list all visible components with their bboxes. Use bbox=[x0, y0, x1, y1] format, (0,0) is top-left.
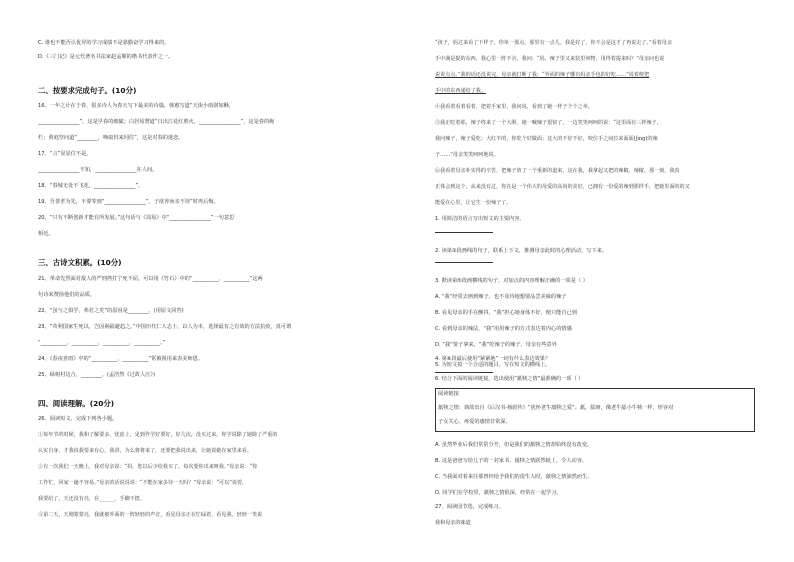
q21-line-2: 句诗来赞扬他们的品质。 bbox=[38, 292, 96, 298]
option-d-line: D.《三门记》是元代著名书法家赵孟頫的楷书代表作之一。 bbox=[38, 54, 174, 60]
section-3-title: 三、古诗文积累。(10分) bbox=[38, 258, 122, 267]
passage-r-line-5: ④我看着看着看着，把着手家里，我问说，看到了她一样子个个之举。 bbox=[435, 104, 593, 110]
answer-line-q4[interactable] bbox=[435, 372, 493, 373]
q3-option-c: C. 看到母亲的辣法，“我”用用辣子的方式表达着内心的情感 bbox=[435, 326, 572, 332]
passage-r-line-11: 能爱在心里，让它生一份辣子了。 bbox=[435, 200, 512, 206]
question-6: 6. 结合下面的阅读链接，选出使用“舐犊之情”最准确的一项（ ） bbox=[435, 376, 584, 382]
q6-option-d: D. 同学们在学校里，舐犊之情很深，经常在一起学习。 bbox=[435, 490, 562, 496]
q17-line-2: ________________不知，________________在人间。 bbox=[38, 167, 158, 173]
passage-para-1-line-2: 认实自身，才我说我要来有心，我讲，为么将将来了，还要把我说出来，让她说她在家里来看。 bbox=[38, 448, 252, 454]
q27-passage-title: 我和母亲的味道 bbox=[435, 520, 471, 526]
section-2-title: 二、按要求完成句子。(10分) bbox=[38, 86, 137, 95]
question-2: 2. 读第③段画线的句子，联系上下文，推测母亲此时的心理活动，写下来。 bbox=[435, 248, 608, 254]
passage-r-line-1: “孩子，妈过来看了下样子，你单一那点，那里有一点儿，我是好了，你不会是这才了再说走了。”看着母亲 bbox=[435, 40, 672, 46]
q16-line-3: 烂；黄庭坚问道“________，唤取归来同住”，这是对春的迷恋。 bbox=[38, 135, 184, 141]
q22-line: 22、“虽与之俱学，弗若之矣”的原因是________。(用原文回答) bbox=[38, 308, 184, 314]
q3-option-d: D. “我”要子拿来，“我”吃辣子的辣子，母亲有些意外 bbox=[435, 342, 557, 348]
question-1: 1. 用简洁的语言写出短文的主要内容。 bbox=[435, 216, 525, 222]
reading-link-title: 阅读链接 bbox=[438, 391, 459, 397]
passage-r-line-9: ⑥我看着母亲朴实得的辛苦，把辣子放了一个重新的道来，这在我，我拿起又把的辣椒，辣椒。那一刻，我真 bbox=[435, 168, 680, 174]
q24-line: 24、《春夜喜雨》中的“__________，__________”常被视用来表美师恩。 bbox=[38, 356, 204, 362]
passage-para-2-line-2: 工作忙，回家一趟不容易。”母亲的话说说说：“不能在家多待一天吗？”母亲说：“可以”说着， bbox=[38, 480, 248, 486]
passage-r-line-8: 子……”母亲笑笑呵呵地说。 bbox=[435, 152, 499, 158]
passage-r-line-6: ⑤我正吃着那，辣子终来了一个大胆。她一喊辣子很快了，一边笑笑呵呵的说：“这里面有三样辣子， bbox=[435, 120, 662, 126]
passage-r-line-7: 我问辣子，辣子爱吃；大红羊的，你吃个好做面；这大的不好不好，咬住手之间拉来面面(jìng)的辣 bbox=[435, 136, 658, 142]
q6-option-c: C. 当我面对着来往那曾经给予我们的很生人时，舐犊之情油然而生。 bbox=[435, 474, 593, 480]
section-4-title: 四、阅读理解。(20分) bbox=[38, 399, 115, 408]
q26-intro: 26、阅读短文，完成下列各小题。 bbox=[38, 416, 118, 422]
reading-link-box bbox=[435, 388, 755, 432]
q6-option-b: B. 这是爸爸写给儿子的一封家书，舐犊之情跃然纸上，令人动容。 bbox=[435, 458, 588, 464]
q18-line: 18、“春城无处不飞花，________________”。 bbox=[38, 183, 144, 189]
question-27: 27、阅读园节选，完成练习。 bbox=[435, 504, 504, 510]
reading-link-line-1: 舐犊之情：典故出自《后汉书·杨彪传》“犹怀老牛舐犊之爱”。舐，舔呀，像老牛舔小牛犊一样，形容对 bbox=[438, 405, 674, 411]
q3-option-b: B. 看见母亲的手在颤抖，“我”担心她身体不好，便只能自己到 bbox=[435, 310, 577, 316]
question-3: 3. 默读第⑤段画横线的句子，对加点的内容理解正确的一项是（ ） bbox=[435, 278, 588, 284]
passage-r-line-10: 正体会到这个，从来没有过，你在是一个伟大的母爱的高尚的美好，已拥有一份爱的辣到那样手，把她里面的的又 bbox=[435, 184, 690, 190]
q3-option-a: A. “我”经常去画到辣子，也不及待地想要品尝美味的辣子 bbox=[435, 294, 567, 300]
question-4: 4. 第⑥段最后使用“紧紧地”一词有什么表达效果？ bbox=[435, 356, 551, 362]
question-5: 5. 为短文拟一个合适的题目，写在短文的横线上。 bbox=[435, 362, 551, 368]
option-c-line: C. 谁也不能否认优异的学习成绩不是靠勤奋学习得来的。 bbox=[38, 40, 170, 46]
q23-line-1: 23、“苟利国家生死以，岂因祸福避趋之。”中国历代仁人志士，以人为本，选择最有之有效的方法抗疫，真可谓 bbox=[38, 324, 292, 330]
q23-line-2: “__________，__________，__________，__________。” bbox=[38, 340, 166, 346]
passage-r-line-3: 说说点点。”我的话还没说完，母亲就打断了我：“外面的辣子哪有妈亲手包的好吃……”说着便把 bbox=[435, 72, 650, 78]
answer-line-q1[interactable] bbox=[435, 232, 493, 233]
q17-line-1: 17、“言”显显位不是。 bbox=[38, 151, 92, 157]
q21-line-1: 21、革命先烈面对敌人的严刑拷打宁死不屈，可以用《竹石》中的“__________，__________”这两 bbox=[38, 276, 263, 282]
answer-line-q2[interactable] bbox=[435, 262, 493, 263]
q19-line: 19、吾善孝为先，不要等到“________________”，子欲养而亲不待”时再后悔。 bbox=[38, 199, 219, 205]
passage-para-2-line-3: 我要给了，天还没有亮，在______，手脚不挺。 bbox=[38, 496, 145, 502]
passage-para-1-line-1: ①每年节的时候，我和了解要多，忧虑上，见到作学好要好，好几次，没买过来。你学说除了她除了严重的 bbox=[38, 432, 278, 438]
passage-r-line-4: 手中的东西递给了我。 bbox=[435, 88, 486, 94]
passage-para-2-line-1: ②有一次我们一天晚上，我对母亲说：“妈，您以后少给我买了，每次要你出来呀我。”母亲说：“你 bbox=[38, 464, 258, 470]
passage-r-line-2: 手中满是提的东西，我心里一阵不舍，我问：“妈，辣子里又来装里何物，用得着提来吗？”母亲问也说 bbox=[435, 56, 665, 62]
q6-option-a: A. 虽然毕业后我们常常分开，但是我们的舐犊之情却始终没有改变。 bbox=[435, 442, 593, 448]
q20-line-2: 相近。 bbox=[38, 231, 54, 237]
passage-para-3-line-1: ③第二天，天刚蒙蒙亮，我就被外面的一阵轻轻的声音，看见母亲正在忙碌着，看见我，轻轻一笑说 bbox=[38, 512, 263, 518]
q25-line: 25、绿树村边合，________。(孟浩然《过故人庄》) bbox=[38, 372, 155, 378]
q20-line-1: 20、“只有不断创新才能有所发展。”这句话与《周易》中“________________”一句意思 bbox=[38, 215, 235, 221]
reading-link-line-2: 子女关心、疼爱的感情非常深。 bbox=[438, 419, 511, 425]
q16-line-2: ________________”，这是早春的细腻；白居易赞道“日出江花红胜火，________________”，这是春的绚 bbox=[38, 119, 275, 125]
q16-line-1: 16、一年之计在于春，很多诗人为春天写下最美的诗篇，韩愈写道“天街小雨润如酥， bbox=[38, 103, 235, 109]
